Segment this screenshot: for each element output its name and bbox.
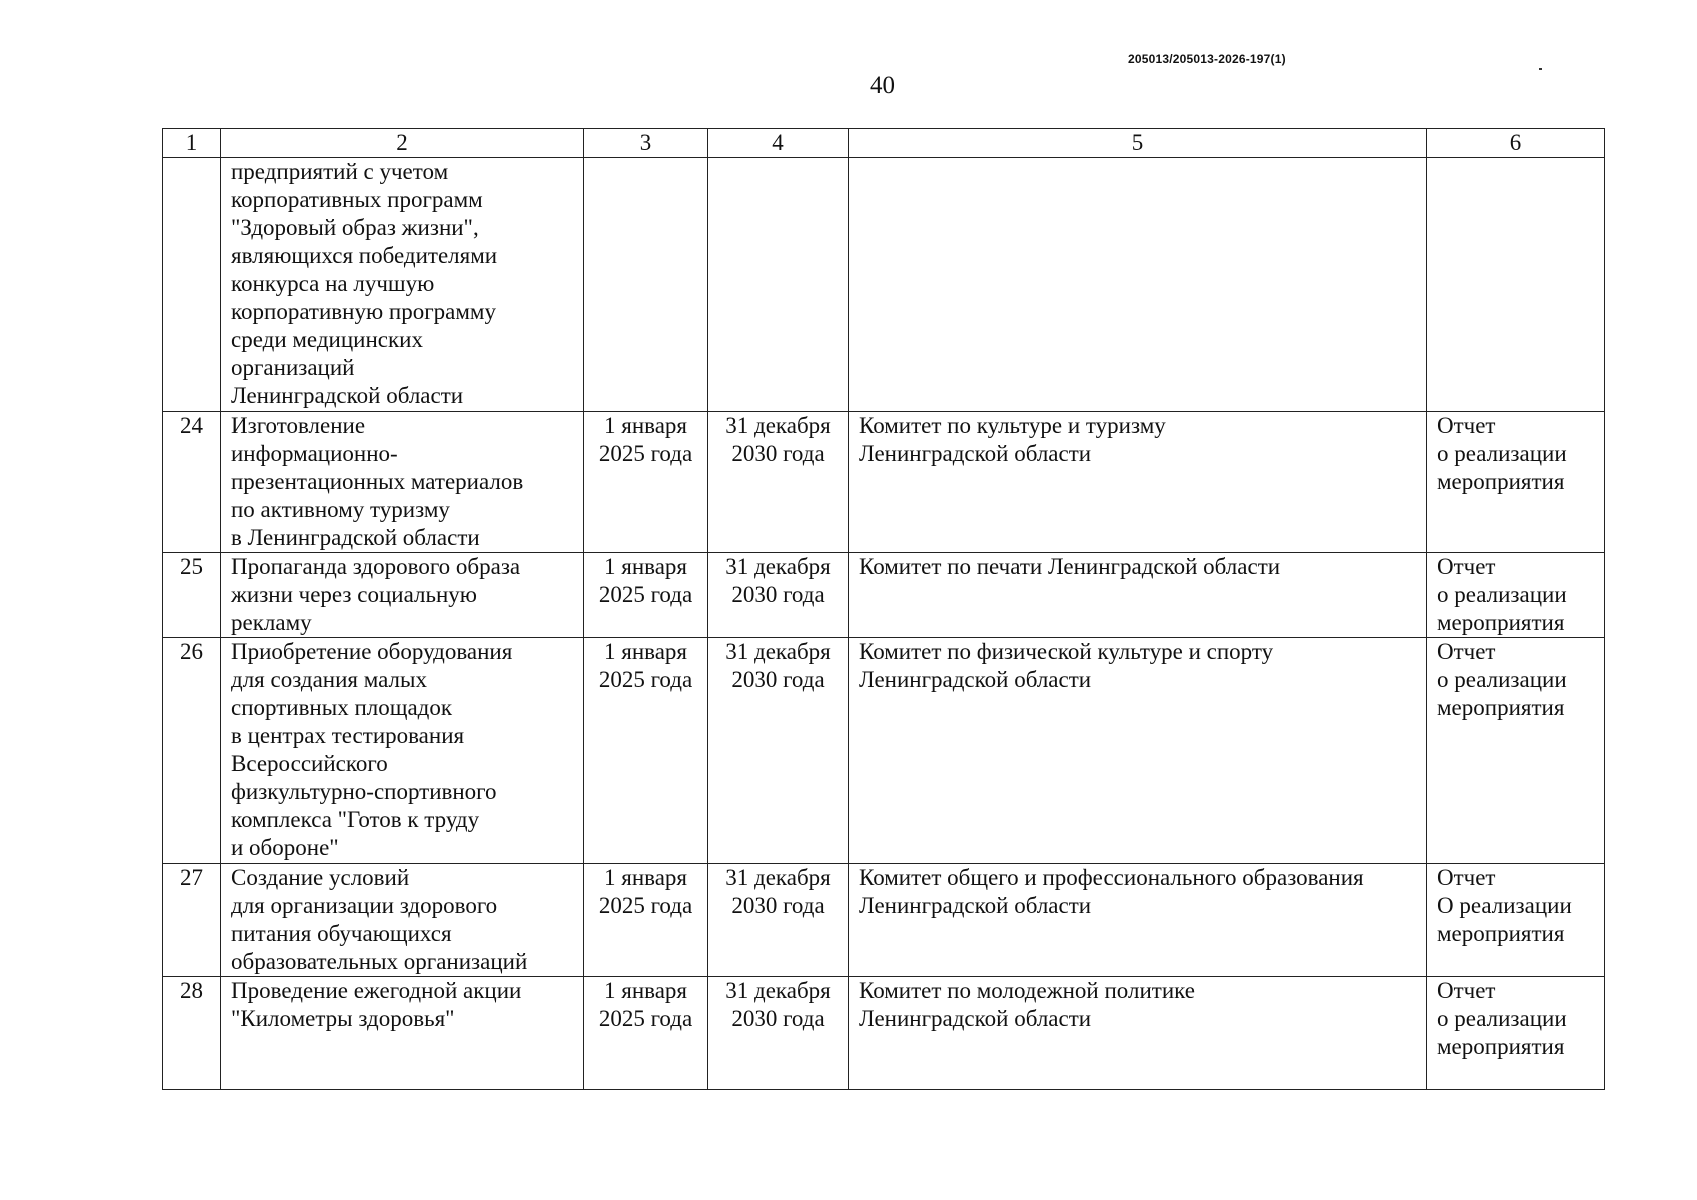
table-header-row [163, 129, 1605, 158]
table-row [163, 158, 1605, 412]
result-cell [1427, 158, 1605, 412]
column-header: 5 [849, 129, 1427, 158]
end-date-cell: 31 декабря 2030 года [708, 864, 849, 977]
responsible-cell: Комитет по печати Ленинградской области [849, 553, 1427, 638]
start-date-cell: 1 января 2025 года [584, 412, 708, 553]
responsible-cell: Комитет по физической культуре и спорту Ленинградской области [849, 638, 1427, 864]
scan-speck [1539, 68, 1542, 70]
responsible-cell: Комитет по молодежной политике Ленинградской области [849, 977, 1427, 1090]
event-cell: Пропаганда здорового образа жизни через социальную рекламу [221, 553, 584, 638]
document-id: 205013/205013-2026-197(1) [1128, 52, 1286, 66]
end-date-cell [708, 158, 849, 412]
table-row [163, 977, 1605, 1090]
responsible-cell [849, 158, 1427, 412]
end-date-cell: 31 декабря 2030 года [708, 977, 849, 1090]
event-cell: предприятий с учетом корпоративных программ "Здоровый образ жизни", являющихся победителями конкурса на лучшую корпоративную программу среди медицинских организаций Ленинградской области [221, 158, 584, 412]
row-number [163, 158, 221, 412]
event-cell: Проведение ежегодной акции "Километры здоровья" [221, 977, 584, 1090]
events-table [162, 128, 1605, 1090]
start-date-cell: 1 января 2025 года [584, 638, 708, 864]
column-header: 2 [221, 129, 584, 158]
table-row [163, 638, 1605, 864]
end-date-cell: 31 декабря 2030 года [708, 412, 849, 553]
row-number: 24 [163, 412, 221, 553]
column-header: 3 [584, 129, 708, 158]
row-number: 27 [163, 864, 221, 977]
table-row [163, 412, 1605, 553]
event-cell: Создание условий для организации здорового питания обучающихся образовательных организаций [221, 864, 584, 977]
end-date-cell: 31 декабря 2030 года [708, 553, 849, 638]
result-cell: Отчет о реализации мероприятия [1427, 977, 1605, 1090]
table-row [163, 553, 1605, 638]
column-header: 1 [163, 129, 221, 158]
start-date-cell: 1 января 2025 года [584, 977, 708, 1090]
column-header: 6 [1427, 129, 1605, 158]
result-cell: Отчет о реализации мероприятия [1427, 638, 1605, 864]
responsible-cell: Комитет общего и профессионального образования Ленинградской области [849, 864, 1427, 977]
start-date-cell: 1 января 2025 года [584, 864, 708, 977]
page-number: 40 [870, 72, 895, 99]
event-cell: Приобретение оборудования для создания малых спортивных площадок в центрах тестирования Всероссийского физкультурно-спортивного комплекса "Готов к труду и обороне" [221, 638, 584, 864]
table-row [163, 864, 1605, 977]
result-cell: Отчет О реализации мероприятия [1427, 864, 1605, 977]
end-date-cell: 31 декабря 2030 года [708, 638, 849, 864]
row-number: 28 [163, 977, 221, 1090]
start-date-cell [584, 158, 708, 412]
start-date-cell: 1 января 2025 года [584, 553, 708, 638]
responsible-cell: Комитет по культуре и туризму Ленинградской области [849, 412, 1427, 553]
event-cell: Изготовление информационно- презентационных материалов по активному туризму в Ленинградской области [221, 412, 584, 553]
result-cell: Отчет о реализации мероприятия [1427, 412, 1605, 553]
result-cell: Отчет о реализации мероприятия [1427, 553, 1605, 638]
column-header: 4 [708, 129, 849, 158]
row-number: 26 [163, 638, 221, 864]
row-number: 25 [163, 553, 221, 638]
